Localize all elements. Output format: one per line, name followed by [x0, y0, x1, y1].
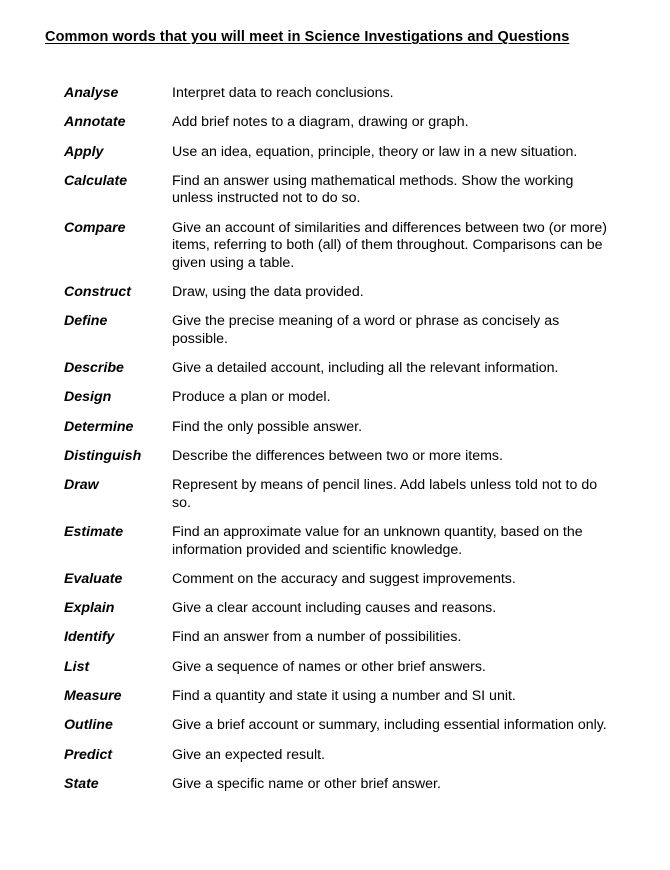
- term-definition: Draw, using the data provided.: [172, 283, 364, 300]
- term-word: Compare: [64, 219, 126, 236]
- term-definition: Add brief notes to a diagram, drawing or graph.: [172, 114, 469, 131]
- term-word: Evaluate: [64, 570, 123, 587]
- term-definition: Find an answer from a number of possibilities.: [172, 629, 462, 646]
- term-word: List: [64, 658, 90, 675]
- term-row: [64, 747, 624, 765]
- term-definition: Give a specific name or other brief answer.: [172, 775, 441, 792]
- term-row: [64, 524, 624, 559]
- term-row: [64, 688, 624, 706]
- term-row: [64, 144, 624, 162]
- term-word: Outline: [64, 717, 113, 734]
- term-definition: Give a sequence of names or other brief answers.: [172, 658, 486, 675]
- term-row: [64, 360, 624, 378]
- term-definition: Find the only possible answer.: [172, 418, 363, 435]
- term-definition: Produce a plan or model.: [172, 389, 331, 406]
- term-definition: Give a brief account or summary, including essential information only.: [172, 717, 607, 734]
- term-definition: Find an answer using mathematical methods. Show the working unless instructed not to do so.: [172, 172, 574, 207]
- term-word: Identify: [64, 629, 115, 646]
- term-row: [64, 173, 624, 208]
- term-row: [64, 776, 624, 794]
- term-word: Apply: [64, 143, 104, 160]
- term-row: [64, 659, 624, 677]
- term-word: Describe: [64, 360, 124, 377]
- term-row: [64, 114, 624, 132]
- term-row: [64, 448, 624, 466]
- term-word: Annotate: [64, 114, 126, 131]
- term-word: State: [64, 775, 99, 792]
- term-definition: Use an idea, equation, principle, theory or law in a new situation.: [172, 143, 578, 160]
- term-definition: Describe the differences between two or more items.: [172, 447, 503, 464]
- term-row: [64, 313, 624, 348]
- term-definition: Comment on the accuracy and suggest improvements.: [172, 570, 516, 587]
- term-definition: Interpret data to reach conclusions.: [172, 85, 394, 101]
- term-word: Calculate: [64, 172, 128, 189]
- term-word: Design: [64, 389, 112, 406]
- term-row: [64, 717, 624, 735]
- term-word: Measure: [64, 688, 122, 705]
- term-definition: Find an approximate value for an unknown quantity, based on the information provided and scientific knowledge.: [172, 524, 583, 558]
- term-word: Analyse: [64, 85, 119, 101]
- term-word: Define: [64, 313, 108, 330]
- term-definition: Give an expected result.: [172, 746, 325, 763]
- term-row: [64, 600, 624, 618]
- term-word: Distinguish: [64, 447, 142, 464]
- term-row: [64, 629, 624, 647]
- term-row: [64, 220, 624, 273]
- term-definition: Give a detailed account, including all the relevant information.: [172, 360, 559, 377]
- term-word: Predict: [64, 746, 113, 763]
- page-title: Common words that you will meet in Science Investigations and Questions: [45, 29, 570, 45]
- term-definition: Find a quantity and state it using a number and SI unit.: [172, 688, 516, 705]
- term-row: [64, 284, 624, 302]
- term-definition: Give an account of similarities and differences between two (or more) items, referring to both (all) of them throughout. Comparisons can be given using a table.: [172, 219, 608, 271]
- term-row: [64, 389, 624, 407]
- term-word: Determine: [64, 418, 134, 435]
- term-row: [64, 419, 624, 437]
- term-row: [64, 477, 624, 512]
- term-list: [64, 85, 624, 805]
- term-word: Construct: [64, 283, 131, 300]
- term-word: Draw: [64, 477, 99, 494]
- term-definition: Give the precise meaning of a word or phrase as concisely as possible.: [172, 313, 560, 347]
- term-definition: Give a clear account including causes and reasons.: [172, 600, 497, 617]
- term-row: [64, 85, 624, 103]
- term-word: Explain: [64, 600, 115, 617]
- term-row: [64, 571, 624, 589]
- term-definition: Represent by means of pencil lines. Add labels unless told not to do so.: [172, 477, 598, 511]
- term-word: Estimate: [64, 524, 124, 541]
